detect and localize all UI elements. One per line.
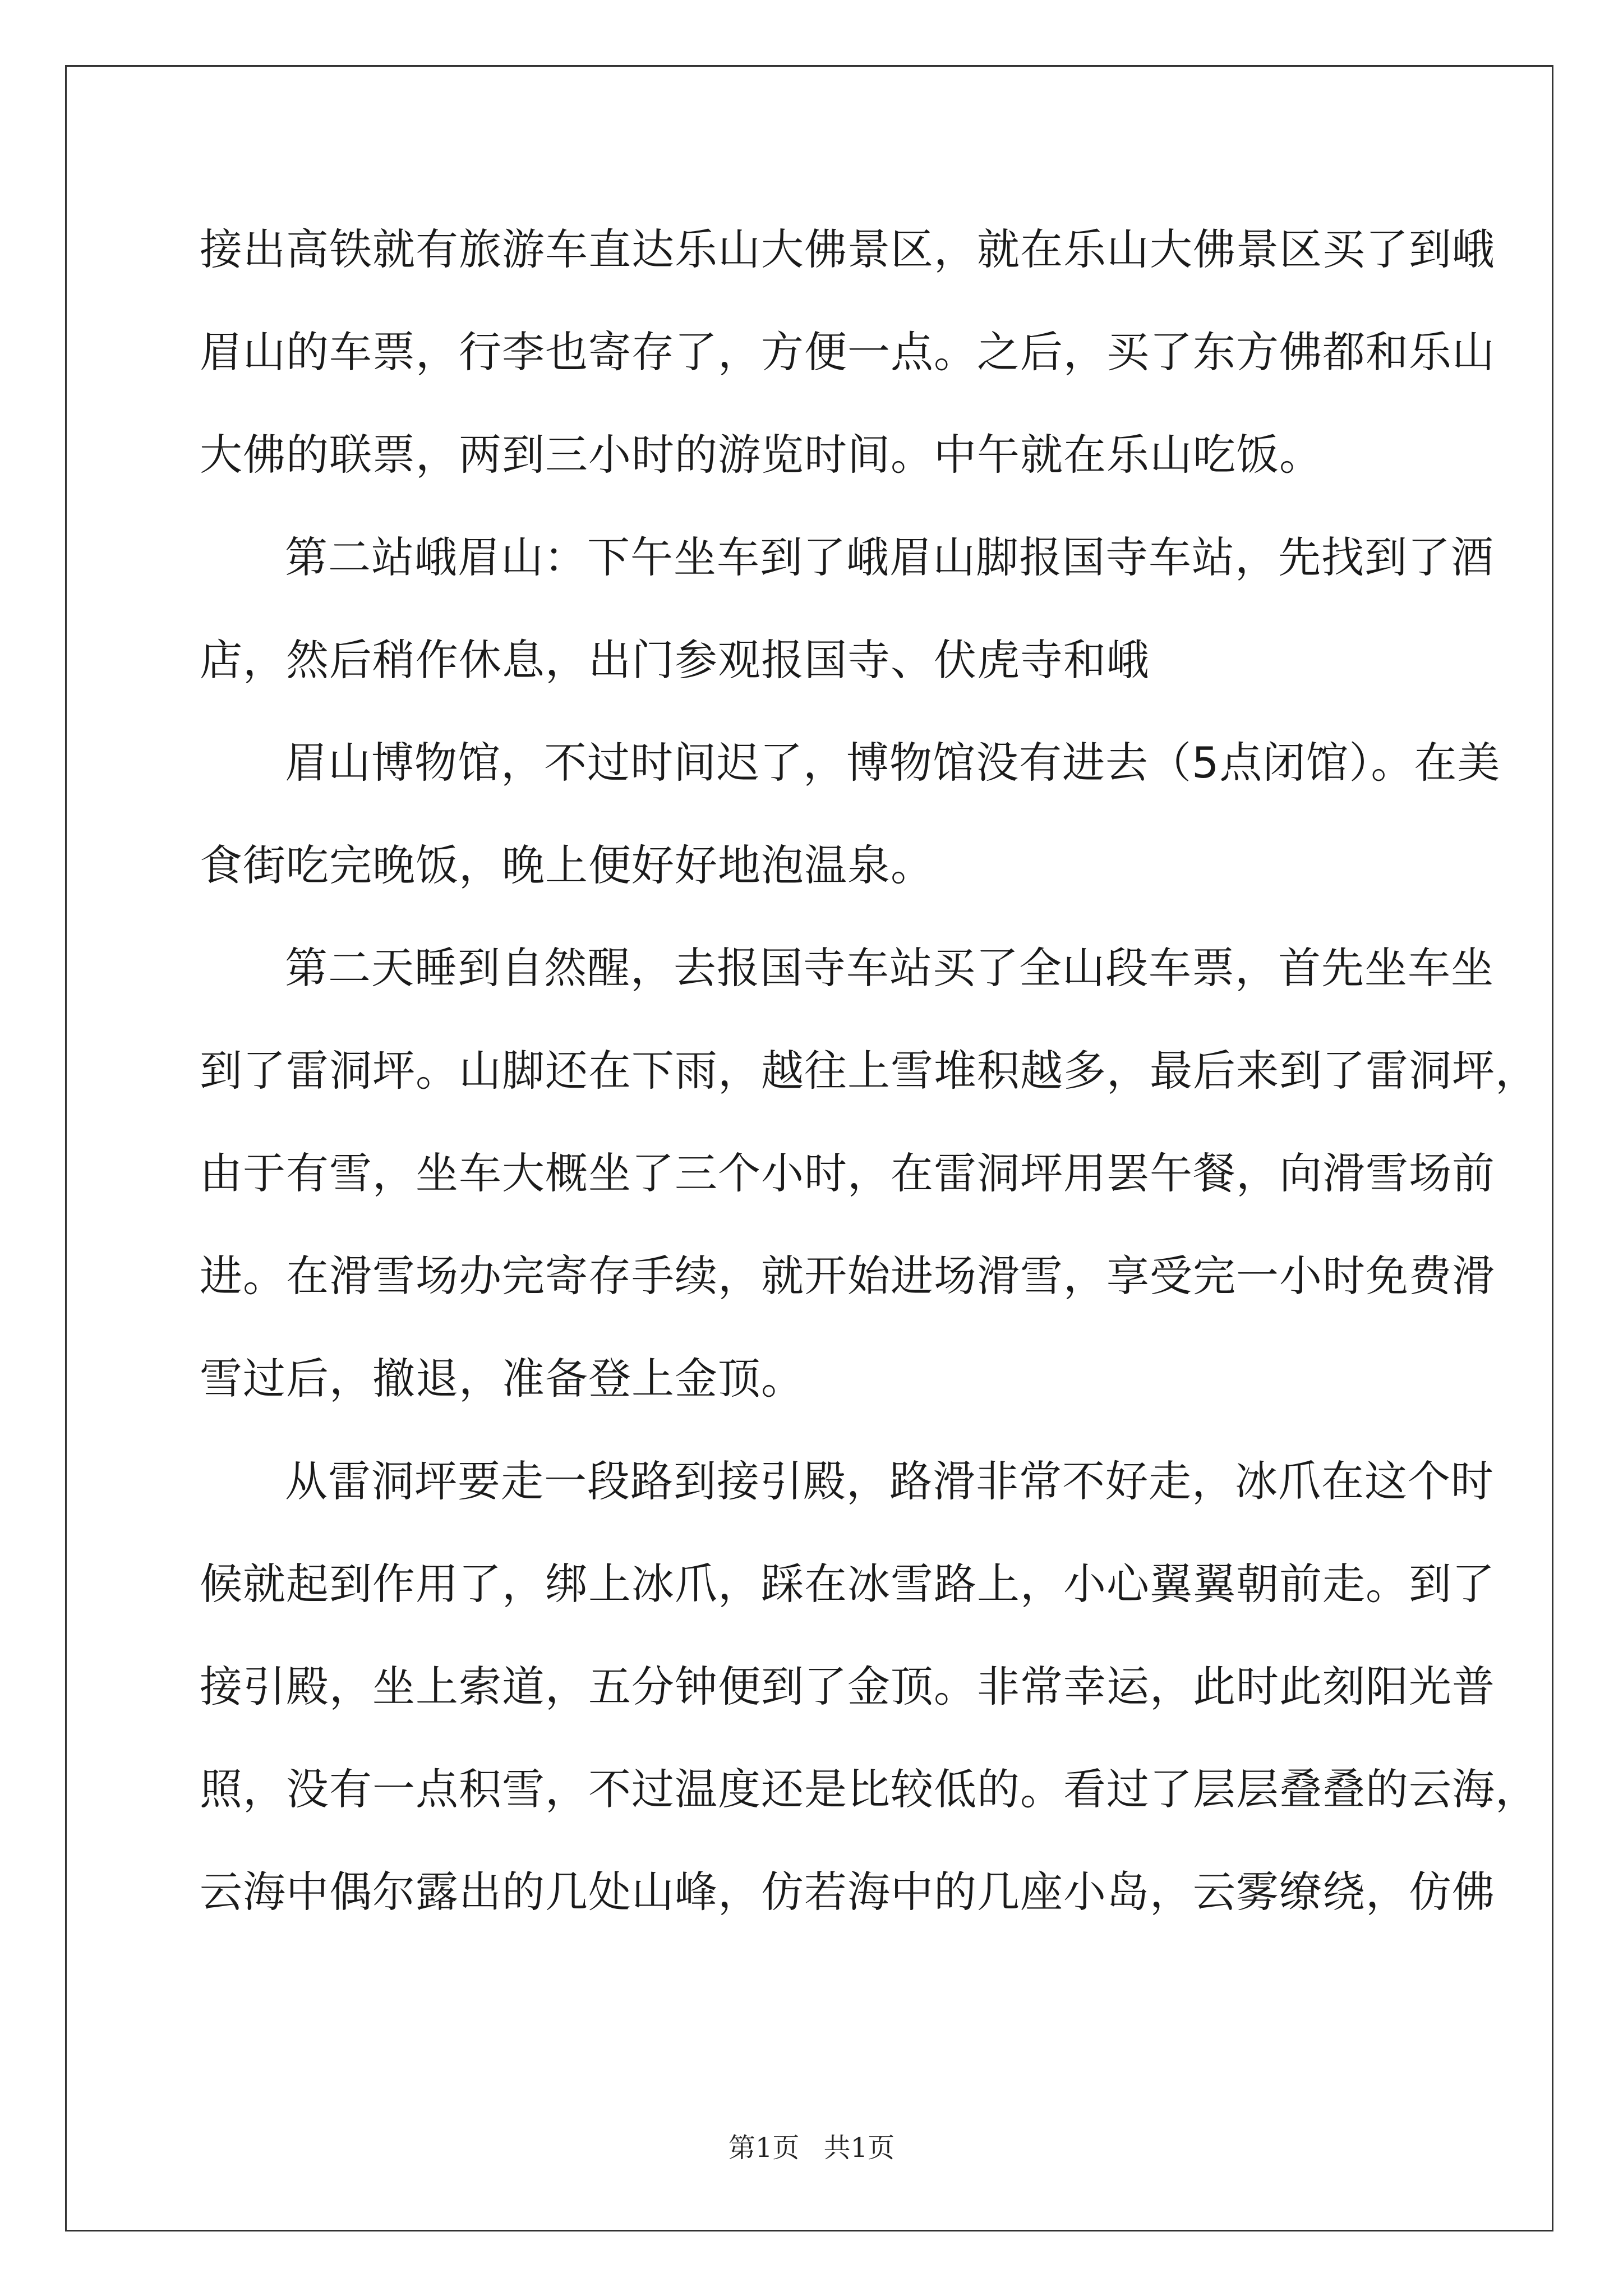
text-line: 眉山博物馆，不过时间迟了，博物馆没有进去（5点闭馆）。在美: [285, 738, 1501, 788]
document-body: [200, 208, 1538, 1953]
text-line: 雪过后，撤退，准备登上金顶。: [200, 1354, 804, 1404]
text-line: 大佛的联票，两到三小时的游览时间。中午就在乐山吃饭。: [200, 430, 1322, 480]
text-line: 由于有雪，坐车大概坐了三个小时，在雷洞坪用罢午餐，向滑雪场前: [200, 1148, 1495, 1198]
text-line: 照，没有一点积雪，不过温度还是比较低的。看过了层层叠叠的云海，: [200, 1764, 1538, 1814]
text-line: 到了雷洞坪。山脚还在下雨，越往上雪堆积越多，最后来到了雷洞坪，: [200, 1046, 1538, 1096]
text-line: 店，然后稍作休息，出门参观报国寺、伏虎寺和峨: [200, 635, 1150, 685]
text-line: 接出高铁就有旅游车直达乐山大佛景区，就在乐山大佛景区买了到峨: [200, 224, 1495, 274]
text-line: 云海中偶尔露出的几处山峰，仿若海中的几座小岛，云雾缭绕，仿佛: [200, 1867, 1495, 1917]
text-line: 候就起到作用了，绑上冰爪，踩在冰雪路上，小心翼翼朝前走。到了: [200, 1559, 1495, 1609]
text-line: 接引殿，坐上索道，五分钟便到了金顶。非常幸运，此时此刻阳光普: [200, 1662, 1495, 1711]
text-line: 从雷洞坪要走一段路到接引殿，路滑非常不好走，冰爪在这个时: [285, 1456, 1494, 1506]
text-line: 第二天睡到自然醒，去报国寺车站买了全山段车票，首先坐车坐: [285, 943, 1494, 993]
text-line: 食街吃完晚饭，晚上便好好地泡温泉。: [200, 840, 934, 890]
page-footer: [0, 2126, 1623, 2165]
text-line: 第二站峨眉山：下午坐车到了峨眉山脚报国寺车站，先找到了酒: [285, 532, 1494, 582]
page-total: 共1页: [823, 2132, 895, 2164]
text-line: 眉山的车票，行李也寄存了，方便一点。之后，买了东方佛都和乐山: [200, 327, 1495, 377]
page-number: 第1页: [728, 2132, 800, 2164]
text-line: 进。在滑雪场办完寄存手续，就开始进场滑雪，享受完一小时免费滑: [200, 1251, 1495, 1301]
